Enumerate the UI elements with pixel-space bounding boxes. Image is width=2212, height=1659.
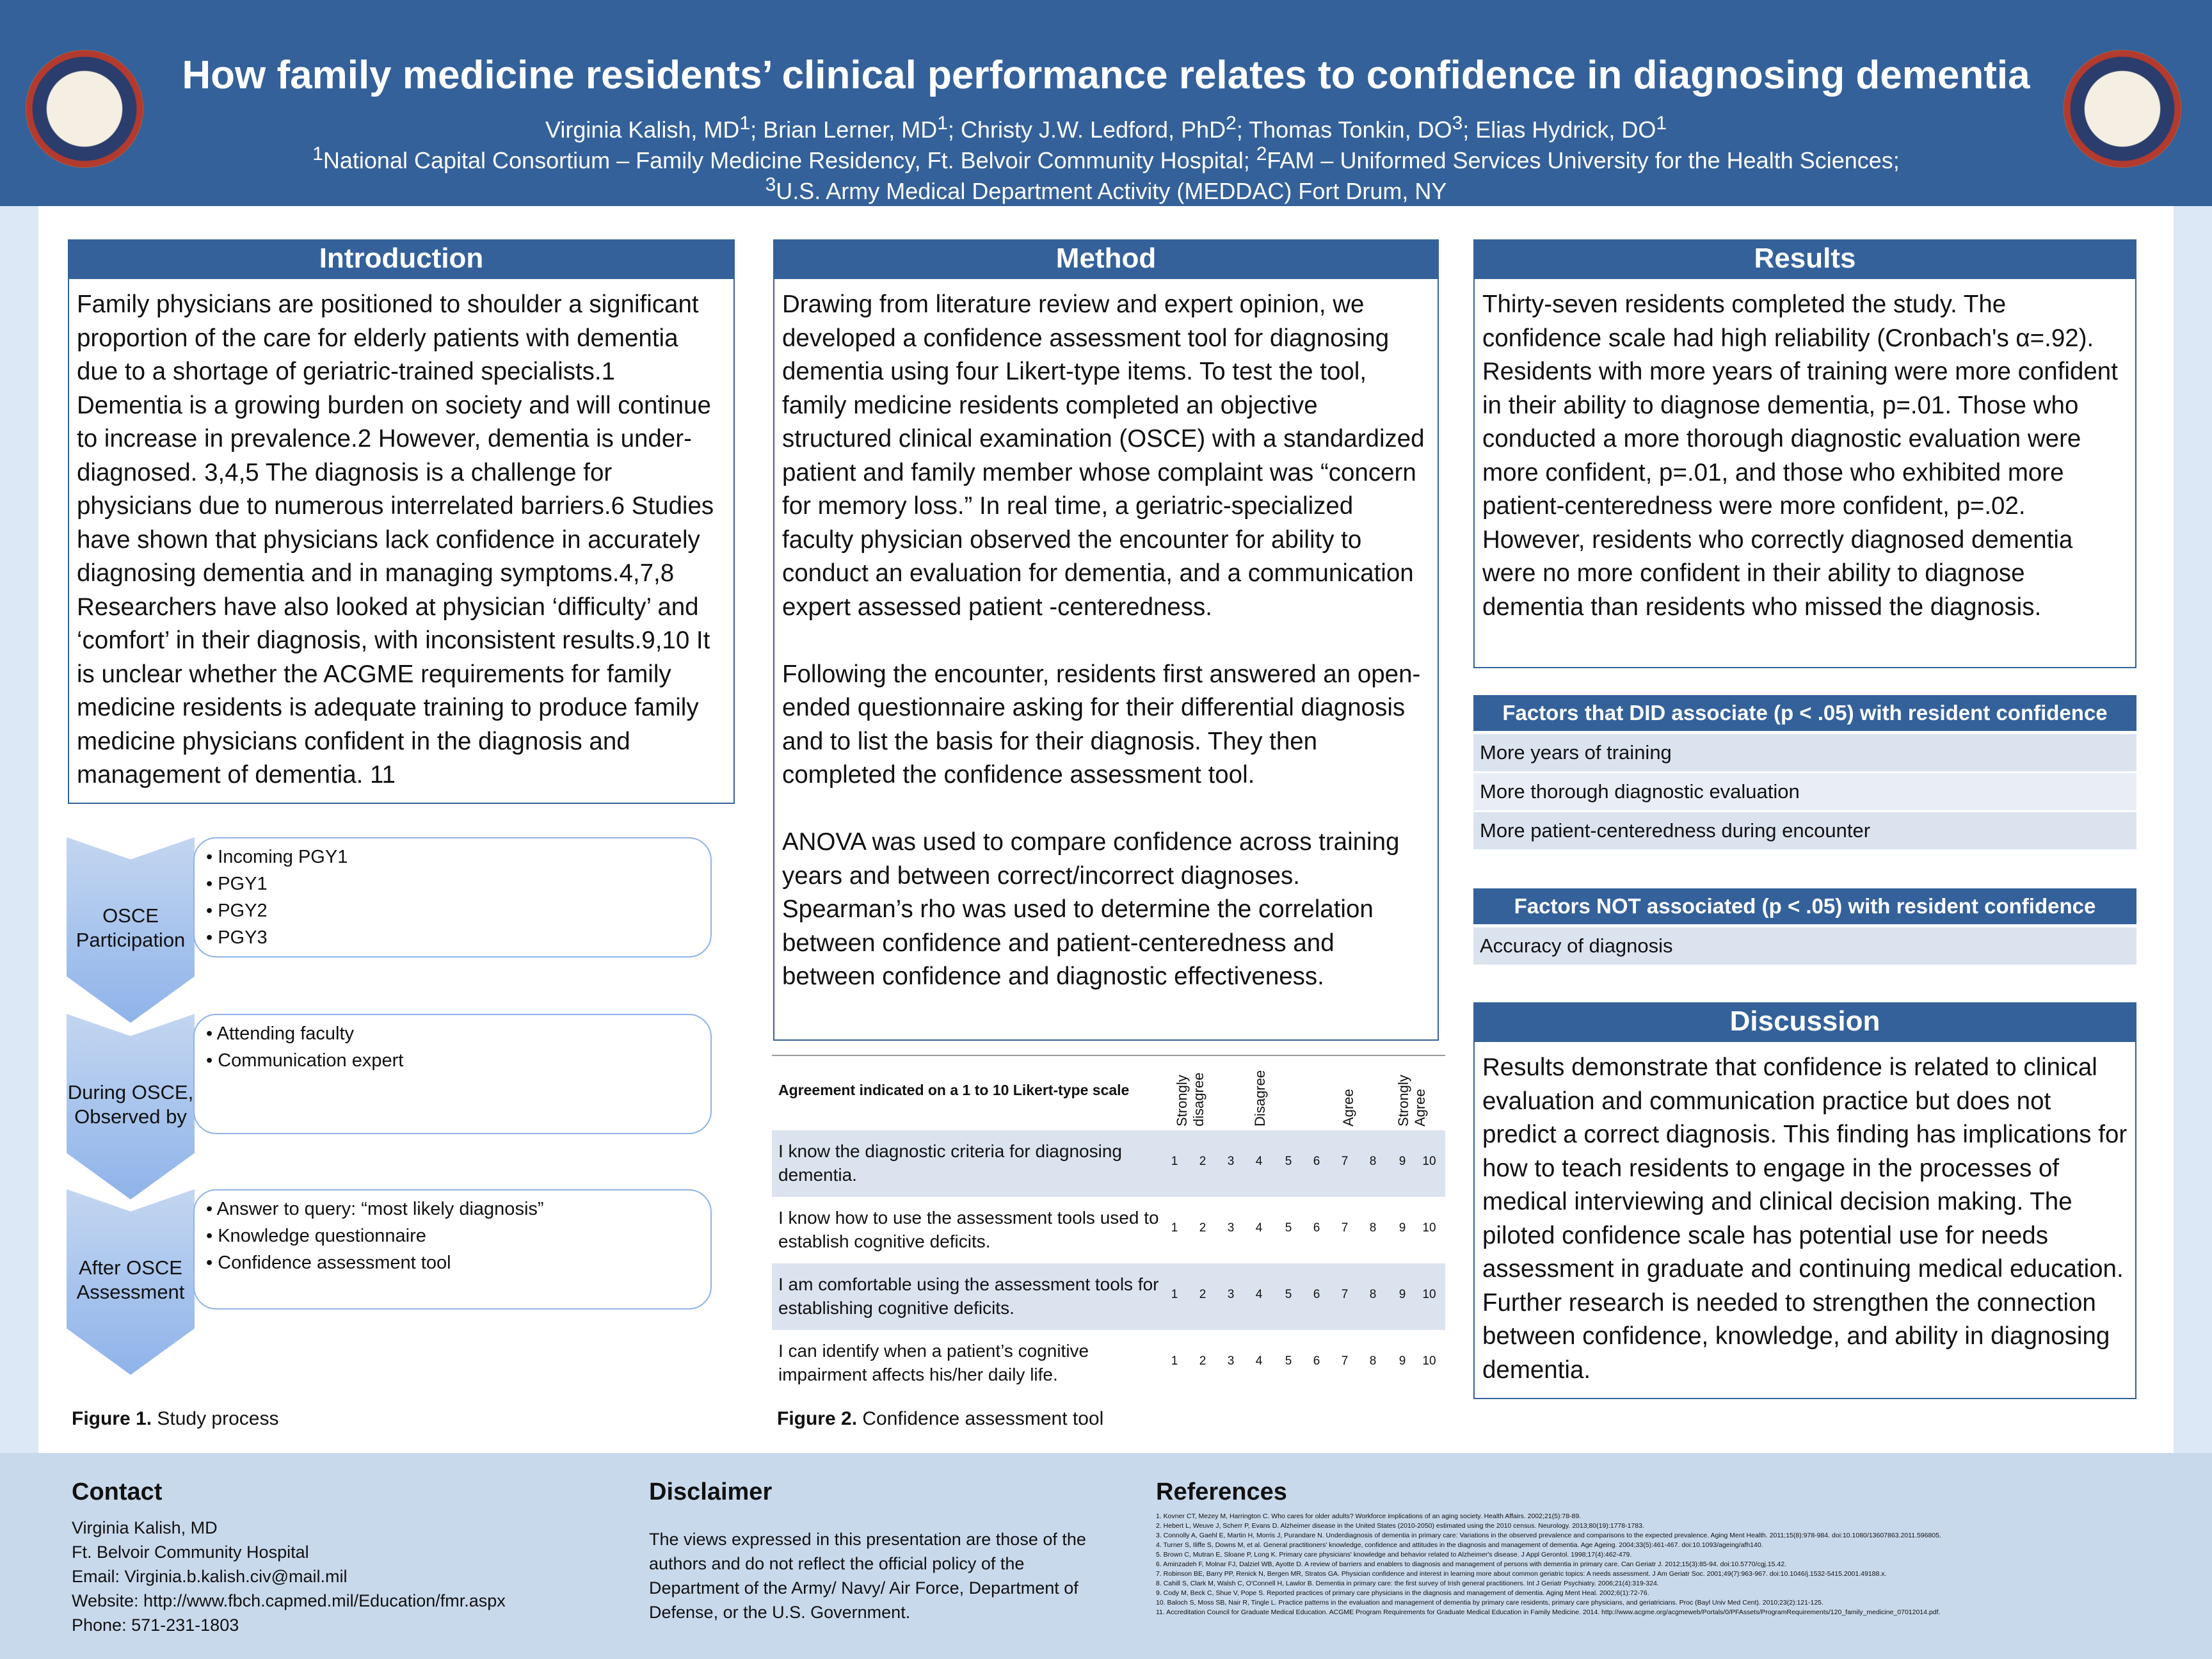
process-step-item (206, 1222, 699, 1249)
process-step-item (206, 844, 699, 870)
likert-item-text: I know how to use the assessment tools used to establish cognitive deficits. (778, 1208, 1159, 1251)
likert-item-text: I know the diagnostic criteria for diagnosing dementia. (778, 1141, 1122, 1185)
likert-scale-option: 2 (1199, 1354, 1206, 1368)
process-step-card (193, 837, 712, 958)
contact-heading: Contact (72, 1479, 163, 1505)
figure-2-text: Confidence assessment tool (857, 1408, 1104, 1429)
likert-scale-option: 3 (1227, 1221, 1235, 1235)
likert-scale-option: 10 (1422, 1354, 1436, 1368)
affil-3-text: U.S. Army Medical Department Activity (MEDDAC) Fort Drum, NY (776, 178, 1447, 204)
likert-scale-option: 7 (1341, 1155, 1349, 1168)
method-body: Drawing from literature review and expert opinion, we developed a confidence assessment tool for diagnosing dementia using four Likert-type items. To test the tool, family medicine residents completed an objective structured clinical examination (OSCE) with a standardized patient and family member whose complaint was “concern for memory loss.” In real time, a geriatric-specialized faculty physician observed the encounter for ability to conduct an evaluation for dementia, and a communication expert assessed patient -centeredness. Following the encounter, residents first answered an open-ended questionnaire asking for their differential diagnosis and to list the basis for their diagnosis. They then completed the confidence assessment tool. ANOVA was used to compare confidence across training years and between correct/incorrect diagnoses. Spearman’s rho was used to determine the correlation between confidence and patient-centeredness and between confidence and diagnostic effectiveness. (782, 291, 1425, 990)
bullet-icon: • (206, 847, 218, 867)
likert-scale-option: 4 (1255, 1354, 1263, 1368)
bullet-icon: • (206, 1199, 217, 1219)
likert-scale-option: 7 (1341, 1221, 1349, 1235)
column-agree: Agree (1340, 1089, 1356, 1126)
figure-1-caption (72, 1408, 278, 1430)
process-step-item (206, 924, 699, 951)
likert-scale-option: 6 (1313, 1155, 1320, 1168)
reference-item: 1. Kovner CT, Mezey M, Harrington C. Who cares for older adults? Workforce implications of an aging society. Health Affairs. 2002;21(5):78-89. (1156, 1512, 1582, 1520)
bullet-icon: • (206, 927, 218, 948)
disclaimer-text: The views expressed in this presentation are those of the authors and do not reflect the official policy of the Department of the Army/ Navy/ Air Force, Department of Defense, or the U.S. Government. (649, 1530, 1086, 1622)
process-step-item (206, 1020, 699, 1047)
introduction-heading: Introduction (68, 239, 735, 278)
likert-scale-option: 2 (1199, 1221, 1206, 1235)
likert-scale-option: 5 (1285, 1354, 1292, 1368)
likert-scale-option: 4 (1255, 1155, 1263, 1168)
author-affiliation-sup: 1 (1656, 113, 1667, 134)
author-affiliation-sup: 1 (739, 113, 751, 134)
reference-item: 4. Turner S, Iliffe S, Downs M, et al. General practitioners' knowledge, confidence and attitudes in the diagnosis and management of dementia. Age Ageing. 2004;33(5):461-467. doi:10.1093/ageing/afh140. (1156, 1541, 1763, 1549)
author-name: Virginia Kalish, MD (545, 116, 740, 143)
reference-item: 2. Hebert L, Weuve J, Scherr P, Evans D. Alzheimer disease in the United States (2010-2050) estimated using the 2010 census. Neurology. 2013;80(19):1778-1783. (1156, 1522, 1644, 1530)
process-step-item-text: Attending faculty (216, 1023, 355, 1044)
reference-item: 6. Aminzadeh F, Molnar FJ, Dalziel WB, Ayotte D. A review of barriers and enablers to diagnosis and management of persons with dementia in primary care. Can Geriatr J. 2012;15(3):85-94. doi:10.5770/cgj.15.42. (1156, 1560, 1786, 1568)
author-affiliation-sup: 1 (937, 113, 948, 134)
figure-1-text: Study process (152, 1408, 279, 1429)
likert-scale-option: 9 (1399, 1288, 1406, 1301)
likert-scale-option: 1 (1171, 1354, 1178, 1368)
author-name: Thomas Tonkin, DO (1249, 116, 1452, 143)
reference-item: 7. Robinson BE, Barry PP, Renick N, Bergen MR, Stratos GA. Physician confidence and interest in learning more about common geriatric topics: A needs assessment. J Am Geriatr Soc. 2001;49(7):963-967. doi:10.1046/j.1532-5415.2001.49188.x. (1156, 1570, 1887, 1578)
results-box (1473, 278, 2136, 668)
author-list: Virginia Kalish, $MD^1$; Brian Lerner, $MD^1$; Christy J.W. Ledford, PhD$^2$; Thomas Tonkin, $DO^3$; Elias Hydrick, $DO^1$ (545, 113, 1667, 143)
likert-scale-option: 6 (1313, 1354, 1320, 1368)
likert-item-row (772, 1197, 1445, 1263)
reference-item: 11. Accreditation Council for Graduate Medical Education. ACGME Program Requirements for Graduate Medical Education in Family Medicine. 2014. http://www.acgme.org/acgmeweb/Portals/0/PFAssets/ProgramRequirements/120_family_medicine_07012014.pdf. (1156, 1608, 1941, 1616)
author-affiliation-sup: 3 (1452, 113, 1463, 134)
process-step-card (193, 1014, 712, 1134)
likert-scale-option: 8 (1369, 1221, 1377, 1235)
bullet-icon: • (206, 874, 218, 894)
process-step-item-text: Incoming PGY1 (218, 847, 348, 867)
process-step-item-text: Answer to query: “most likely diagnosis” (216, 1199, 544, 1219)
bullet-icon: • (206, 1253, 218, 1273)
likert-table-header (772, 1055, 1445, 1126)
affil-1-text: National Capital Consortium – Family Medicine Residency, Ft. Belvoir Community Hospital; (323, 147, 1256, 173)
method-heading: Method (773, 239, 1439, 278)
process-step-item (206, 1047, 699, 1074)
likert-scale-option: 1 (1171, 1221, 1178, 1235)
likert-scale-option: 4 (1255, 1221, 1263, 1235)
affil-3-sup: 3 (765, 174, 776, 195)
process-step-label: OSCE Participation (76, 904, 186, 951)
process-step-label: After OSCE Assessment (76, 1256, 185, 1303)
process-step-item-text: PGY1 (218, 874, 268, 894)
process-step-item-text: PGY2 (218, 901, 268, 921)
method-box (773, 278, 1439, 1041)
likert-scale-option: 3 (1227, 1354, 1235, 1368)
figure-2-caption (777, 1408, 1103, 1430)
likert-scale-option: 9 (1399, 1354, 1406, 1368)
likert-scale-option: 5 (1285, 1221, 1292, 1235)
reference-item: 10. Baloch S, Moss SB, Nair R, Tingle L. Practice patterns in the evaluation and management of dementia by primary care residents, primary care physicians, and geriatricians. Proc (Bayl Univ Med Cent). 2010;23(2):121-125. (1156, 1599, 1823, 1607)
process-step-label: During OSCE, Observed by (67, 1081, 194, 1128)
likert-item-row (772, 1330, 1445, 1397)
likert-scale-option: 10 (1422, 1221, 1436, 1235)
likert-scale-option: 5 (1285, 1155, 1292, 1168)
bullet-icon: • (206, 1226, 218, 1246)
likert-scale-option: 9 (1399, 1221, 1406, 1235)
likert-scale-option: 10 (1422, 1155, 1436, 1168)
affil-2-text: FAM – Uniformed Services University for the Health Sciences; (1267, 147, 1900, 173)
likert-item-row (772, 1130, 1445, 1197)
likert-scale-option: 6 (1313, 1221, 1320, 1235)
likert-scale-option: 2 (1199, 1288, 1206, 1301)
references-list (1156, 1512, 2180, 1617)
likert-scale-title: Agreement indicated on a 1 to 10 Likert-type scale (778, 1082, 1130, 1098)
figure-1-label: Figure 1. (72, 1408, 152, 1429)
bullet-icon: • (206, 901, 218, 921)
reference-item: 8. Cahill S, Clark M, Walsh C, O'Connell H, Lawlor B. Dementia in primary care: the first survey of Irish general practitioners. Int J Geriatr Psychiatry. 2006;21(4):319-324. (1156, 1580, 1659, 1587)
likert-scale-option: 7 (1341, 1288, 1349, 1301)
likert-scale-option: 3 (1227, 1288, 1235, 1301)
likert-scale-option: 6 (1313, 1288, 1320, 1301)
likert-scale-option: 10 (1422, 1288, 1436, 1301)
results-heading: Results (1473, 239, 2136, 278)
disclaimer-heading: Disclaimer (649, 1479, 773, 1505)
likert-item-row (772, 1263, 1445, 1330)
discussion-heading: Discussion (1473, 1002, 2136, 1041)
process-step-item (206, 1196, 699, 1222)
likert-scale-option: 3 (1227, 1155, 1235, 1168)
likert-scale-option: 9 (1399, 1155, 1406, 1168)
factor-row: More patient-centeredness during encounter (1473, 812, 2136, 849)
likert-scale-option: 2 (1199, 1155, 1206, 1168)
likert-scale-option: 1 (1171, 1288, 1178, 1301)
process-step-item (206, 870, 699, 897)
likert-scale-option: 8 (1369, 1288, 1377, 1301)
likert-scale-option: 5 (1285, 1288, 1292, 1301)
process-step-item (206, 1249, 699, 1276)
figure-2-label: Figure 2. (777, 1408, 858, 1429)
discussion-body: Results demonstrate that confidence is related to clinical evaluation and communication practice but does not predict a correct diagnosis. This finding has implications for how to teach residents to engage in the processes of medical interviewing and clinical decision making. The piloted confidence scale has potential use for needs assessment in graduate and continuing medical education. Further research is needed to strengthen the connection between confidence, knowledge, and ability in diagnosing dementia. (1482, 1054, 2128, 1384)
likert-scale-option: 4 (1255, 1288, 1263, 1301)
column-strongly-agree: Strongly Agree (1395, 1075, 1428, 1126)
factor-row: Accuracy of diagnosis (1473, 927, 2136, 965)
introduction-box (68, 278, 735, 804)
contact-details: Virginia Kalish, MD Ft. Belvoir Community Hospital Email: Virginia.b.kalish.civ@mail.mil Website: http://www.fbch.capmed.mil/Education/fmr.aspx Phone: 571-231-1803 (72, 1518, 506, 1635)
process-step-item-text: Confidence assessment tool (218, 1253, 451, 1273)
column-disagree: Disagree (1252, 1070, 1268, 1126)
poster-header (0, 0, 2212, 206)
process-step-item-text: PGY3 (218, 927, 268, 948)
affil-2-sup: 2 (1256, 143, 1267, 164)
references-heading: References (1156, 1479, 1287, 1505)
likert-item-text: I am comfortable using the assessment tools for establishing cognitive deficits. (778, 1274, 1159, 1318)
process-step-item-text: Knowledge questionnaire (218, 1226, 426, 1246)
process-step-card (193, 1189, 712, 1310)
factor-row: More years of training (1473, 734, 2136, 771)
likert-scale-option: 7 (1341, 1354, 1349, 1368)
likert-item-text: I can identify when a patient’s cognitive impairment affects his/her daily life. (778, 1341, 1089, 1384)
likert-scale-option: 8 (1369, 1155, 1377, 1168)
author-name: Christy J.W. Ledford, PhD (960, 116, 1226, 143)
factors-did-heading: Factors that DID associate (p < .05) with resident confidence (1473, 695, 2136, 731)
results-body: Thirty-seven residents completed the study. The confidence scale had high reliability (Cronbach's α=.92). Residents with more years of training were more confident in their ability to diagnose dementia, p=.01. Those who conducted a more thorough diagnostic evaluation were more confident, p=.01, and those who exhibited more patient-centeredness were more confident, p=.02. However, residents who correctly diagnosed dementia were no more confident in their ability to diagnose dementia than residents who missed the diagnosis. (1482, 291, 2118, 621)
affiliations-line-1 (0, 143, 2212, 174)
process-step-item (206, 897, 699, 924)
author-name: Elias Hydrick, DO (1475, 116, 1656, 143)
reference-item: 5. Brown C, Mutran E, Sloane P, Long K. Primary care physicians' knowledge and behavior related to Alzheimer's disease. J Appl Gerontol. 1998;17(4):462-479. (1156, 1551, 1632, 1559)
process-step-item-text: Communication expert (218, 1050, 404, 1071)
reference-item: 3. Connolly A, Gaehl E, Martin H, Morris J, Purandare N. Underdiagnosis of dementia in primary care: Variations in the observed prevalence and comparisons to the expected prevalence. Aging Ment Health. 2011;15(8):978-984. doi:10.1080/13607863.2011.596805. (1156, 1532, 1941, 1539)
affiliations-line-2 (0, 174, 2212, 205)
reference-item: 9. Cody M, Beck C, Shue V, Pope S. Reported practices of primary care physicians in the diagnosis and management of dementia. Aging Ment Heal. 2002;6(1):72-76. (1156, 1589, 1649, 1597)
author-name: Brian Lerner, MD (763, 116, 938, 143)
author-affiliation-sup: 2 (1226, 113, 1237, 134)
poster-title: How family medicine residents’ clinical performance relates to confidence in diagnosing dementia (182, 53, 2030, 97)
introduction-body: Family physicians are positioned to shoulder a significant proportion of the care for elderly patients with dementia due to a shortage of geriatric-trained specialists.1 Dementia is a growing burden on society and will continue to increase in prevalence.2 However, dementia is under-diagnosed. 3,4,5 The diagnosis is a challenge for physicians due to numerous interrelated barriers.6 Studies have shown that physicians lack confidence in accurately diagnosing dementia and in managing symptoms.4,7,8 Researchers have also looked at physician ‘difficulty’ and ‘comfort’ in their diagnosis, with inconsistent results.9,10 It is unclear whether the ACGME requirements for family medicine residents is adequate training to produce family medicine physicians confident in the diagnosis and management of dementia. 11 (77, 291, 714, 789)
column-strongly-disagree: Strongly disagree (1174, 1072, 1206, 1126)
discussion-box (1473, 1041, 2136, 1399)
bullet-icon: • (206, 1050, 218, 1071)
bullet-icon: • (206, 1023, 217, 1044)
factor-row: More thorough diagnostic evaluation (1473, 773, 2136, 810)
factors-not-heading: Factors NOT associated (p < .05) with resident confidence (1473, 888, 2136, 924)
affil-1-sup: 1 (312, 143, 323, 164)
likert-scale-option: 1 (1171, 1155, 1178, 1168)
likert-scale-option: 8 (1369, 1354, 1377, 1368)
